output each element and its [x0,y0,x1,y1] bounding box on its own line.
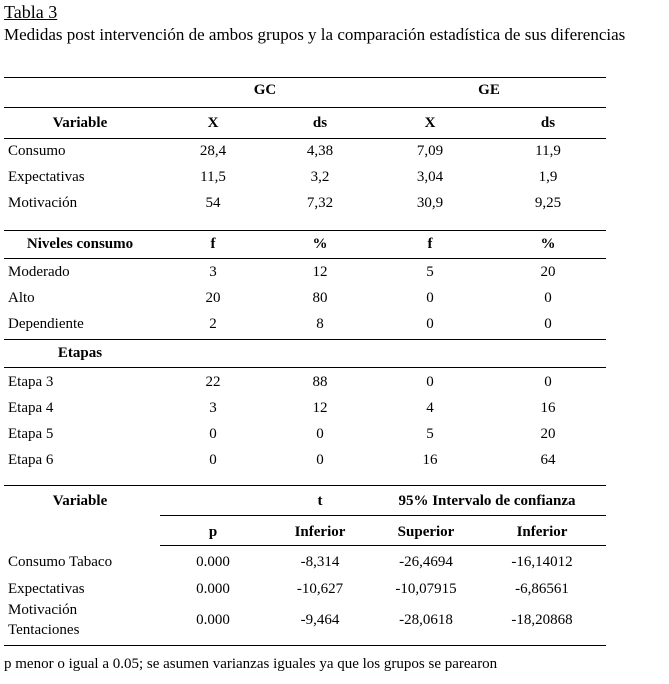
table-cell: 20 [540,264,556,280]
table-cell: 12 [312,264,328,280]
table-cell: 0 [316,452,324,468]
row-label: Consumo Tabaco [8,554,113,570]
group-ge: GE [478,82,500,98]
table-cell: 11,5 [200,169,226,185]
header-etapas: Etapas [57,345,103,361]
table-cell: 0.000 [196,581,230,597]
table-cell: -10,627 [296,581,344,597]
table-cell: 0 [544,374,552,390]
rule-sec3 [4,339,606,340]
rule-head2 [4,258,606,259]
header-gc-x: X [207,115,219,131]
rule-head1 [4,138,606,139]
header-ge-ds: ds [540,115,556,131]
table-cell: 28,4 [199,143,227,159]
table-cell: 22 [205,374,221,390]
table-cell: 0 [544,316,552,332]
header-confidence-interval: 95% Intervalo de confianza [398,493,576,509]
table-cell: 16 [540,400,556,416]
table-cell: 3,04 [416,169,444,185]
table-cell: 16 [422,452,438,468]
rule-head4a [160,515,606,516]
header-ge-x: X [424,115,436,131]
row-label: Etapa 6 [8,452,54,468]
table-cell: 3 [209,264,217,280]
row-label: Expectativas [8,581,85,597]
table-cell: 0 [426,374,434,390]
table-cell: -16,14012 [511,554,573,570]
table-cell: 4 [426,400,434,416]
table-cell: 7,32 [306,195,334,211]
table-cell: 30,9 [416,195,444,211]
table-cell: 3,2 [310,169,330,185]
table-cell: -10,07915 [395,581,457,597]
header-t: t [317,493,323,509]
row-label: Motivación [8,602,78,618]
header-p: p [208,524,218,540]
header-gc-f: f [210,236,216,252]
table-cell: 5 [426,264,434,280]
table-cell: -9,464 [300,612,340,628]
table-cell: 54 [205,195,221,211]
table-cell: 0.000 [196,554,230,570]
table-cell: -6,86561 [515,581,569,597]
rule-head3 [4,367,606,368]
row-label: Motivación [8,195,78,211]
table-caption: Tabla 3 [4,2,58,22]
table-cell: 5 [426,426,434,442]
table-cell: 0 [209,426,217,442]
table-cell: 2 [209,316,217,332]
table-cell: 80 [312,290,328,306]
table-cell: 0 [426,316,434,332]
header-ge-pct: % [540,236,556,252]
table-cell: 20 [205,290,221,306]
rule-top [4,77,606,78]
table-cell: 20 [540,426,556,442]
table-cell: 64 [540,452,556,468]
row-label: Dependiente [8,316,84,332]
header-inferior-2: Inferior [516,524,568,540]
table-cell: 11,9 [535,143,561,159]
table-cell: 9,25 [534,195,562,211]
table-cell: 7,09 [416,143,444,159]
table-cell: -18,20868 [511,612,573,628]
table-cell: 0.000 [196,612,230,628]
header-variable-2: Variable [52,493,108,509]
row-label: Etapa 5 [8,426,54,442]
table-cell: 3 [209,400,217,416]
table-cell: 88 [312,374,328,390]
row-label: Etapa 4 [8,400,54,416]
table-cell: 4,38 [306,143,334,159]
header-ge-f: f [427,236,433,252]
table-cell: 0 [544,290,552,306]
header-gc-ds: ds [312,115,328,131]
row-label: Tentaciones [8,622,80,638]
row-label: Expectativas [8,169,85,185]
footnote: p menor o igual a 0.05; se asumen varianzas iguales ya que los grupos se parearon [4,656,498,672]
table-cell: 1,9 [538,169,558,185]
rule-head4b [160,545,606,546]
table-cell: -28,0618 [399,612,453,628]
row-label: Alto [8,290,35,306]
header-inferior-1: Inferior [294,524,346,540]
table-cell: -8,314 [300,554,340,570]
rule-groups [4,107,606,108]
table-cell: 0 [316,426,324,442]
header-variable: Variable [52,115,108,131]
rule-sec2 [4,230,606,231]
row-label: Etapa 3 [8,374,54,390]
header-niveles-consumo: Niveles consumo [26,236,134,252]
table-cell: 0 [426,290,434,306]
table-cell: 0 [209,452,217,468]
table-title: Medidas post intervención de ambos grupos y la comparación estadística de sus diferencias [4,25,626,44]
group-gc: GC [253,82,277,98]
rule-bottom [4,645,606,646]
rule-sec4 [4,485,606,486]
header-superior: Superior [397,524,455,540]
table-cell: 8 [316,316,324,332]
header-gc-pct: % [312,236,328,252]
table-cell: 12 [312,400,328,416]
row-label: Consumo [8,143,66,159]
row-label: Moderado [8,264,70,280]
table-cell: -26,4694 [399,554,453,570]
